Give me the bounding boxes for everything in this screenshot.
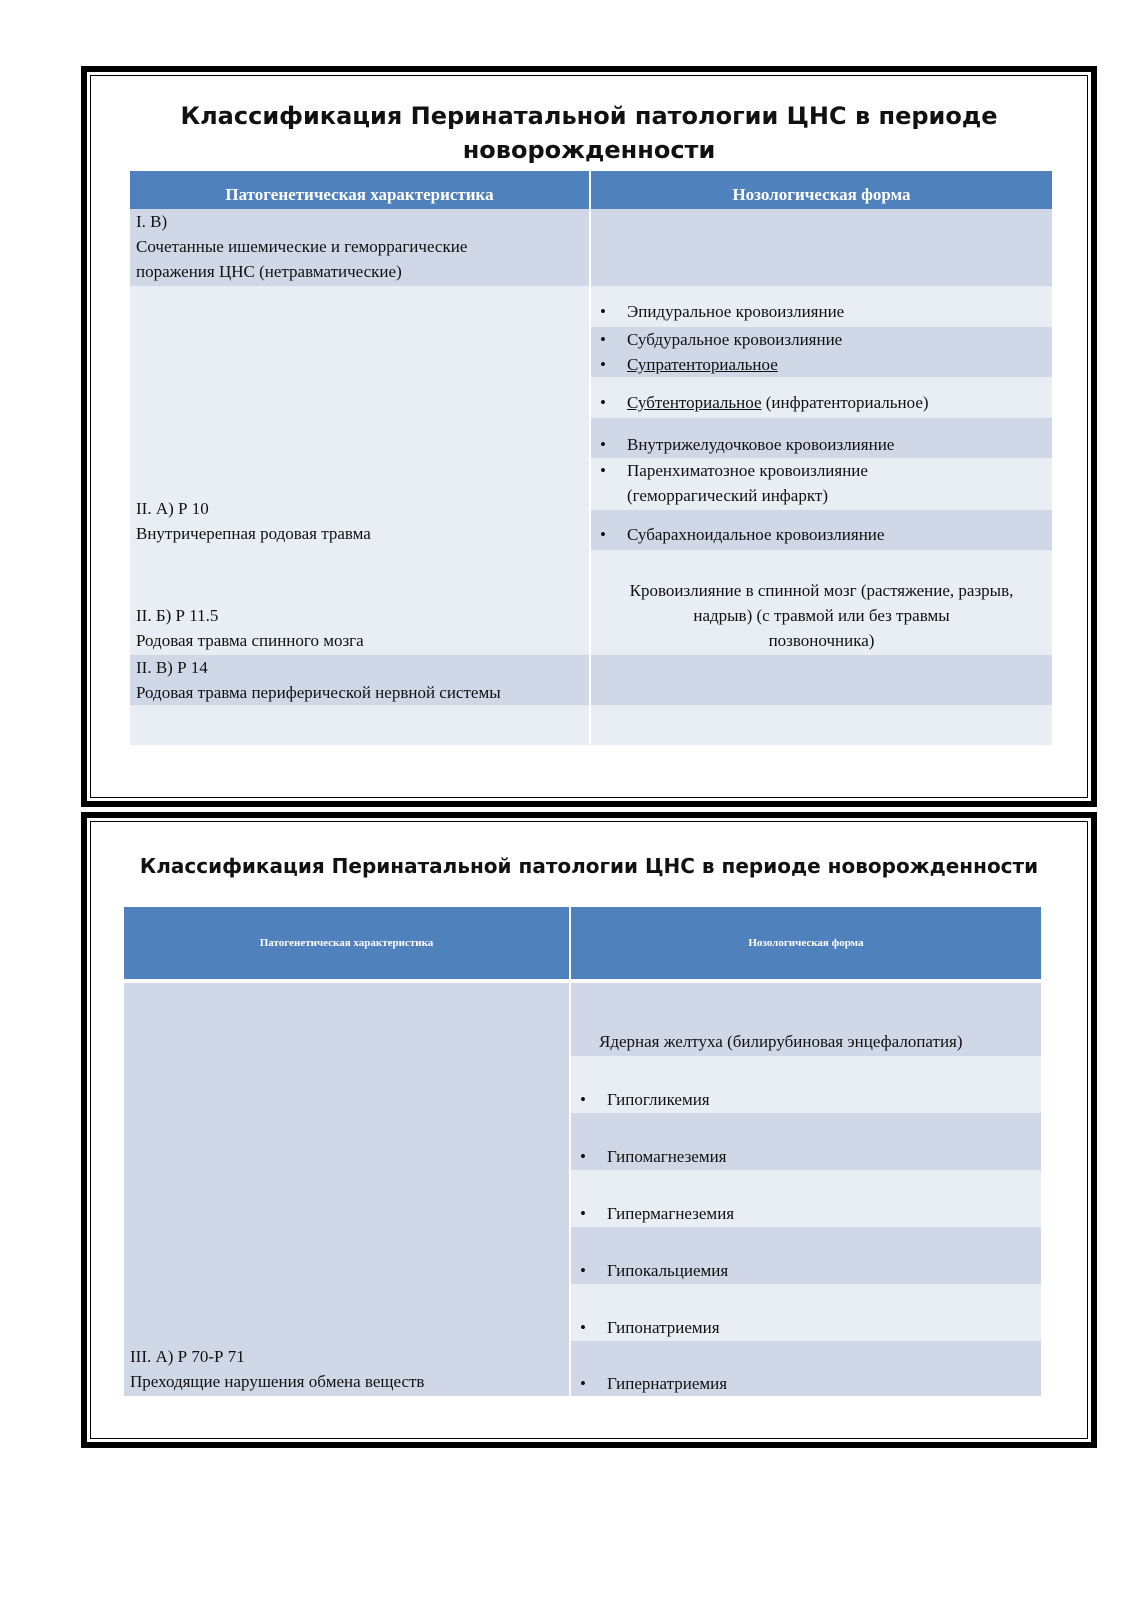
table-row-2-left (130, 286, 590, 550)
list-item: • Субтенториальное (инфратенториальное) (600, 393, 929, 412)
table-row-5-left (130, 705, 590, 745)
table-row-3-left (130, 550, 590, 655)
row-3-text: Родовая травма спинного мозга (136, 631, 364, 650)
table-row-1-right (570, 983, 1041, 1396)
list-item: • Субдуральное кровоизлияние (600, 330, 843, 349)
table-row-2-right (590, 286, 1052, 550)
slide-1-title-line-2: новорожденности (462, 136, 716, 164)
slide-2-table (124, 907, 1041, 1396)
row-2-text: Внутричерепная родовая травма (136, 524, 371, 543)
column-header-pathogenetic: Патогенетическая характеристика (130, 171, 590, 209)
row-1-text: Преходящие нарушения обмена веществ (130, 1372, 425, 1391)
list-item: • Гипермагнеземия (580, 1204, 735, 1223)
slide-1 (96, 81, 1082, 792)
row-1-text-line-1: Сочетанные ишемические и геморрагические (136, 237, 468, 256)
list-item: • Гипернатриемия (580, 1374, 728, 1393)
row-2-code: II. А) Р 10 (136, 499, 209, 518)
table-row-4-right (590, 655, 1052, 705)
list-item: • Внутрижелудочковое кровоизлияние (600, 435, 895, 454)
table-row-1-right (590, 209, 1052, 286)
list-item: • Гипонатриемия (580, 1318, 720, 1337)
list-item: • Супратенториальное (600, 355, 778, 374)
column-header-nosological: Нозологическая форма (570, 907, 1041, 979)
table-row-3-right: Кровоизлияние в спинной мозг (растяжение, разрыв, надрыв) (с травмой или без травмы позвоночника) (590, 550, 1052, 655)
slide-2 (96, 827, 1082, 1433)
slide-1-title-line-1: Классификация Перинатальной патологии ЦНС в периоде (180, 102, 998, 130)
column-header-pathogenetic: Патогенетическая характеристика (124, 907, 570, 979)
list-item-first: Ядерная желтуха (билирубиновая энцефалопатия) (571, 983, 1041, 1056)
row-4-text: Родовая травма периферической нервной системы (136, 683, 501, 702)
table-row-1-left (124, 983, 570, 1396)
slide-1-title (96, 99, 1082, 167)
list-item: • Эпидуральное кровоизлияние (600, 302, 845, 321)
row-1-code: I. В) (136, 212, 168, 231)
list-item: • Субарахноидальное кровоизлияние (600, 525, 885, 544)
row-4-code: II. В) Р 14 (136, 658, 208, 677)
table-row-1-left (130, 209, 590, 286)
list-item: • Гипогликемия (580, 1090, 710, 1109)
slide-1-frame (81, 66, 1097, 807)
list-item: • Гипомагнеземия (580, 1147, 727, 1166)
list-item: • Гипокальциемия (580, 1261, 729, 1280)
row-1-text-line-2: поражения ЦНС (нетравматические) (136, 262, 402, 281)
row-3-code: II. Б) Р 11.5 (136, 606, 219, 625)
slide-1-table (130, 171, 1052, 745)
slide-2-frame (81, 812, 1097, 1448)
table-row-5-right (590, 705, 1052, 745)
slide-2-title: Классификация Перинатальной патологии ЦНС в периоде новорожденности (139, 854, 1039, 878)
column-header-nosological: Нозологическая форма (590, 171, 1052, 209)
list-item: • Паренхиматозное кровоизлияние (геморрагический инфаркт) (600, 461, 868, 505)
row-1-code: III. А) Р 70-Р 71 (130, 1347, 245, 1366)
table-row-4-left (130, 655, 590, 705)
